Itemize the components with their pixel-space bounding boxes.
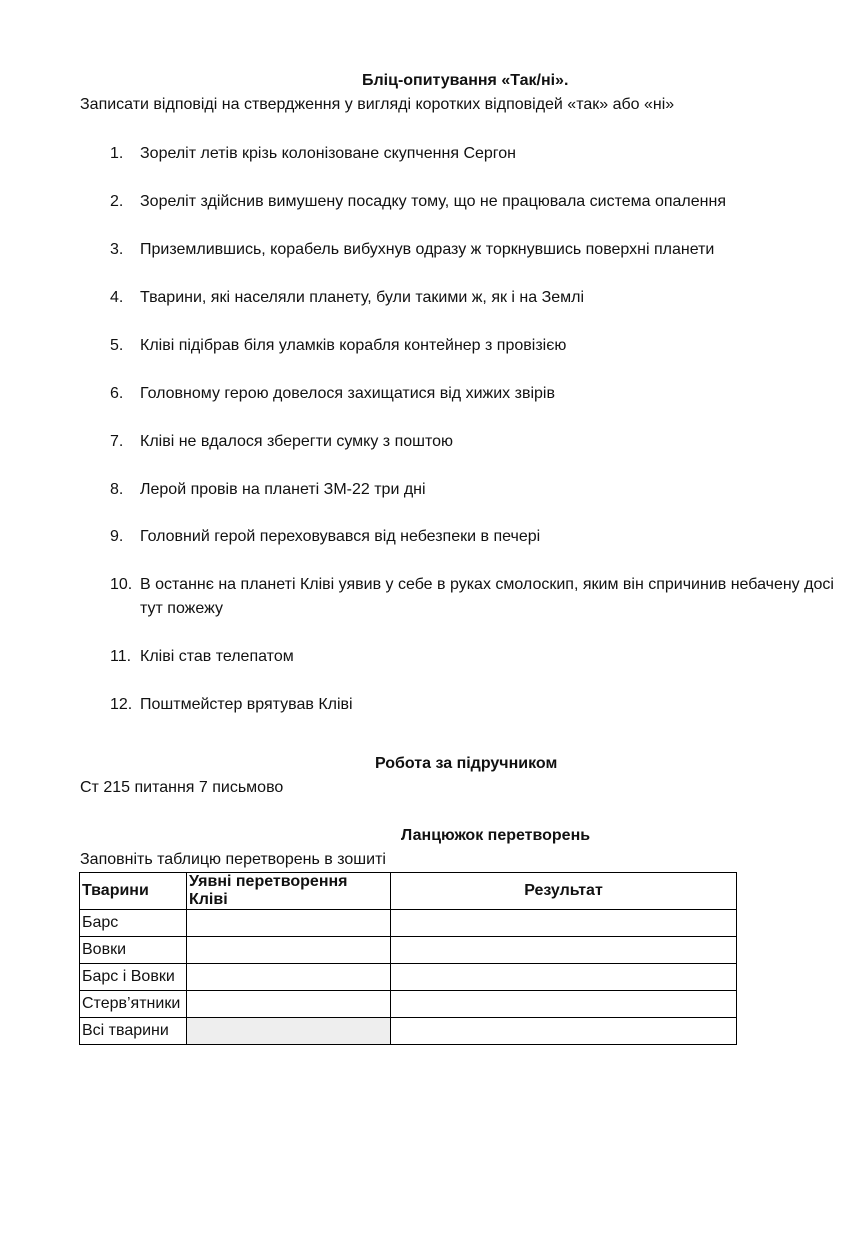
header-transformations: Уявні перетворення Кліві	[187, 873, 391, 910]
textbook-title: Робота за підручником	[375, 755, 558, 772]
table-row	[80, 937, 737, 964]
animal-cell: Барс	[80, 910, 187, 937]
quiz-item-text: В останнє на планеті Кліві уявив у себе в руках смолоскип, яким він спричинив небачену досі тут пожежу	[140, 576, 834, 617]
quiz-title: Бліц-опитування «Так/ні».	[362, 72, 569, 89]
transformation-cell[interactable]	[187, 937, 391, 964]
result-cell[interactable]	[391, 910, 737, 937]
quiz-item-number: 7.	[110, 433, 124, 450]
quiz-instruction: Записати відповіді на ствердження у вигляді коротких відповідей «так» або «ні»	[80, 96, 675, 113]
quiz-item-number: 9.	[110, 528, 124, 545]
textbook-text: Ст 215 питання 7 письмово	[80, 779, 284, 796]
animal-cell: Вовки	[80, 937, 187, 964]
quiz-item-text: Кліві не вдалося зберегти сумку з поштою	[140, 433, 454, 450]
header-result: Результат	[391, 873, 737, 910]
quiz-item-text: Тварини, які населяли планету, були такими ж, як і на Землі	[140, 289, 585, 306]
quiz-item	[110, 142, 840, 166]
quiz-item-text: Кліві підібрав біля уламків корабля контейнер з провізією	[140, 337, 567, 354]
quiz-item	[110, 286, 840, 310]
animal-cell: Стерв’ятники	[80, 991, 187, 1018]
quiz-item-text: Приземлившись, корабель вибухнув одразу ж торкнувшись поверхні планети	[140, 241, 715, 258]
quiz-item	[110, 190, 840, 214]
quiz-item-number: 10.	[110, 576, 133, 593]
animal-cell: Всі тварини	[80, 1018, 187, 1045]
header-animals: Тварини	[80, 873, 187, 910]
quiz-item	[110, 693, 840, 717]
table-row	[80, 991, 737, 1018]
quiz-item	[110, 382, 840, 406]
quiz-item-number: 12.	[110, 696, 133, 713]
quiz-item	[110, 334, 840, 358]
quiz-item-text: Головний герой переховувався від небезпеки в печері	[140, 528, 541, 545]
animal-cell: Барс і Вовки	[80, 964, 187, 991]
quiz-item-text: Поштмейстер врятував Кліві	[140, 696, 353, 713]
transformation-cell[interactable]	[187, 964, 391, 991]
quiz-item-text: Кліві став телепатом	[140, 648, 294, 665]
chain-title: Ланцюжок перетворень	[401, 827, 591, 844]
quiz-item-number: 8.	[110, 481, 124, 498]
quiz-item	[110, 478, 840, 502]
quiz-item-text: Лерой провів на планеті ЗМ-22 три дні	[140, 481, 426, 498]
quiz-item-text: Зореліт летів крізь колонізоване скупчення Сергон	[140, 145, 517, 162]
quiz-item	[110, 645, 840, 669]
quiz-item-number: 3.	[110, 241, 124, 258]
quiz-item	[110, 525, 840, 549]
chain-instruction: Заповніть таблицю перетворень в зошиті	[80, 851, 386, 868]
quiz-item-number: 5.	[110, 337, 124, 354]
quiz-item	[110, 238, 840, 262]
quiz-item-number: 1.	[110, 145, 124, 162]
quiz-item	[110, 573, 840, 621]
table-header-row	[80, 873, 737, 910]
transformation-table	[79, 872, 737, 1045]
quiz-item-text: Зореліт здійснив вимушену посадку тому, що не працювала система опалення	[140, 193, 726, 210]
table-row	[80, 910, 737, 937]
quiz-item-number: 4.	[110, 289, 124, 306]
quiz-item-number: 11.	[110, 648, 132, 665]
quiz-item	[110, 430, 840, 454]
result-cell[interactable]	[391, 1018, 737, 1045]
result-cell[interactable]	[391, 937, 737, 964]
result-cell[interactable]	[391, 964, 737, 991]
quiz-item-number: 2.	[110, 193, 124, 210]
transformation-cell[interactable]	[187, 910, 391, 937]
transformation-cell[interactable]	[187, 991, 391, 1018]
table-row	[80, 1018, 737, 1045]
transformation-cell[interactable]	[187, 1018, 391, 1045]
result-cell[interactable]	[391, 991, 737, 1018]
quiz-item-number: 6.	[110, 385, 124, 402]
quiz-item-text: Головному герою довелося захищатися від хижих звірів	[140, 385, 555, 402]
table-row	[80, 964, 737, 991]
